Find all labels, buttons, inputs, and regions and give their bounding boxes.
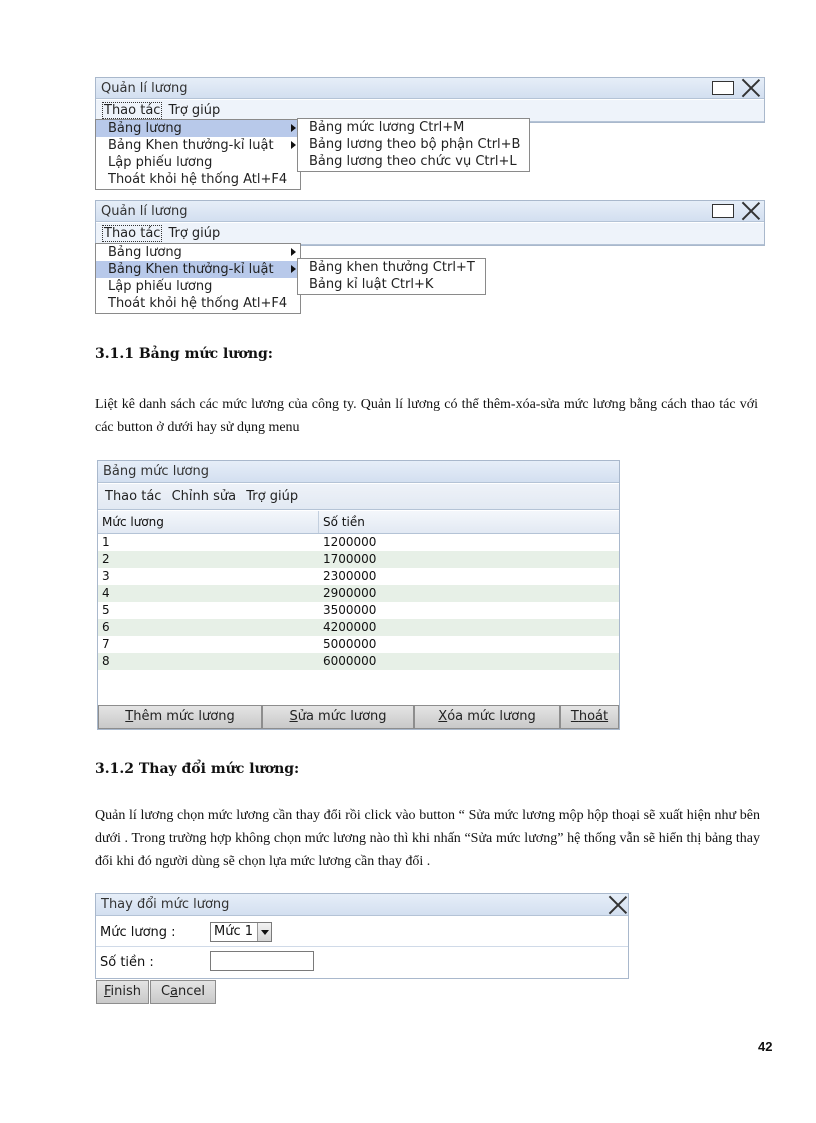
cell-tien: 1200000 <box>323 535 377 549</box>
table-row[interactable] <box>98 585 619 602</box>
menu-thao-tac[interactable]: Thao tác <box>104 226 161 241</box>
main-window-2 <box>95 200 765 246</box>
menu-thao-tac[interactable]: Thao tác <box>105 489 162 504</box>
cell-muc: 2 <box>102 552 110 566</box>
button-label: hêm mức lương <box>133 709 235 724</box>
title-bar <box>96 201 764 222</box>
mnemonic: X <box>438 709 448 724</box>
close-icon[interactable] <box>741 78 761 98</box>
menu-thao-tac[interactable]: Thao tác <box>104 103 161 118</box>
mnemonic: T <box>570 709 579 724</box>
menu-item-label: Bảng Khen thưởng-kỉ luật <box>108 262 274 277</box>
menu-item-label: Bảng lương <box>108 245 182 260</box>
table-row[interactable] <box>98 653 619 670</box>
dialog-title: Thay đổi mức lương <box>101 897 230 912</box>
table-row[interactable] <box>98 619 619 636</box>
cell-muc: 1 <box>102 535 110 549</box>
title-bar <box>98 461 619 483</box>
dropdown-menu-2 <box>95 243 301 314</box>
column-header-muc-luong[interactable]: Mức lương <box>102 515 164 529</box>
submenu-item[interactable] <box>298 136 529 153</box>
menu-item-label: Lập phiếu lương <box>108 155 213 170</box>
submenu-item[interactable] <box>298 119 529 136</box>
cell-muc: 6 <box>102 620 110 634</box>
page-number: 42 <box>758 1039 773 1054</box>
table-row[interactable] <box>98 551 619 568</box>
submenu-item-label: Bảng lương theo bộ phận Ctrl+B <box>309 137 521 152</box>
submenu-arrow-icon <box>291 265 296 273</box>
table-row[interactable] <box>98 602 619 619</box>
button-label: C <box>160 984 171 999</box>
section-paragraph-1: Liệt kê danh sách các mức lương của công ty. Quản lí lương có thể thêm-xóa-sửa mức lương bằng cách thao tác với các button ở dưới hay sử dụng menu <box>95 397 758 435</box>
button-label: inish <box>110 984 142 999</box>
menu-item-khen-thuong[interactable] <box>96 137 300 154</box>
submenu-khen-thuong <box>297 258 486 295</box>
submenu-item-label: Bảng lương theo chức vụ Ctrl+L <box>309 154 517 169</box>
menu-item-lap-phieu[interactable] <box>96 278 300 295</box>
menu-item-label: Bảng lương <box>108 121 182 136</box>
maximize-icon[interactable] <box>712 204 734 218</box>
window-title: Bảng mức lương <box>103 464 209 479</box>
cell-tien: 2900000 <box>323 586 377 600</box>
cell-muc: 5 <box>102 603 110 617</box>
submenu-bang-luong <box>297 118 530 172</box>
column-divider <box>318 511 319 533</box>
menu-item-bang-luong[interactable] <box>96 244 300 261</box>
menu-item-label: Thoát khỏi hệ thống Atl+F4 <box>108 296 288 311</box>
menu-item-thoat[interactable] <box>96 295 300 312</box>
cell-tien: 2300000 <box>323 569 377 583</box>
select-value: Mức 1 <box>214 924 254 939</box>
amount-input[interactable] <box>210 951 314 971</box>
chevron-down-icon[interactable] <box>257 923 271 941</box>
section-heading-2: 3.1.2 Thay đổi mức lương: <box>95 761 300 777</box>
section-paragraph-2: Quản lí lương chọn mức lương cần thay đổi rồi click vào button “ Sửa mức lương mộp hộp thoại sẽ xuất hiện như bên dưới . Trong trường hợp không chọn mức lương nào thì khi nhấn “Sửa mức lương” hệ thống vẫn sẽ hiển thị bảng thay đổi khi đó người dùng sẽ chọn lựa mức lương cần thay đổi . <box>95 808 760 869</box>
button-label: óa mức lương <box>447 709 536 724</box>
cancel-button[interactable] <box>150 980 216 1004</box>
mnemonic: S <box>289 709 298 724</box>
bang-muc-luong-window <box>97 460 620 730</box>
mnemonic: T <box>125 709 134 724</box>
menu-chinh-sua[interactable]: Chỉnh sửa <box>171 489 237 504</box>
submenu-item[interactable] <box>298 153 529 170</box>
mnemonic: F <box>103 984 111 999</box>
cell-tien: 3500000 <box>323 603 377 617</box>
label-so-tien: Số tiền : <box>100 955 154 970</box>
delete-salary-level-button[interactable] <box>414 705 560 729</box>
mnemonic: a <box>170 984 179 999</box>
menu-item-label: Lập phiếu lương <box>108 279 213 294</box>
menu-bar <box>98 484 619 510</box>
menu-tro-giup[interactable]: Trợ giúp <box>246 489 299 504</box>
exit-button[interactable] <box>560 705 619 729</box>
submenu-item-label: Bảng kỉ luật Ctrl+K <box>309 277 434 292</box>
cell-tien: 5000000 <box>323 637 377 651</box>
form-row-muc-luong <box>96 918 628 947</box>
window-title: Quản lí lương <box>101 204 188 219</box>
finish-button[interactable] <box>96 980 149 1004</box>
cell-muc: 8 <box>102 654 110 668</box>
menu-tro-giup[interactable]: Trợ giúp <box>168 103 221 118</box>
menu-item-label: Bảng Khen thưởng-kỉ luật <box>108 138 274 153</box>
cell-tien: 4200000 <box>323 620 377 634</box>
button-label: ncel <box>178 984 206 999</box>
title-bar <box>96 78 764 99</box>
table-header <box>98 511 619 534</box>
form-row-so-tien <box>96 947 628 975</box>
add-salary-level-button[interactable] <box>98 705 262 729</box>
menu-item-label: Thoát khỏi hệ thống Atl+F4 <box>108 172 288 187</box>
submenu-item[interactable] <box>298 259 485 276</box>
submenu-arrow-icon <box>291 141 296 149</box>
submenu-item-label: Bảng mức lương Ctrl+M <box>309 120 465 135</box>
button-label: hoát <box>578 709 609 724</box>
salary-level-select[interactable] <box>210 922 272 942</box>
submenu-arrow-icon <box>291 248 296 256</box>
table-row[interactable] <box>98 534 619 551</box>
cell-tien: 1700000 <box>323 552 377 566</box>
submenu-item[interactable] <box>298 276 485 293</box>
menu-bar <box>96 223 764 245</box>
table-row[interactable] <box>98 568 619 585</box>
submenu-arrow-icon <box>291 124 296 132</box>
menu-item-lap-phieu[interactable] <box>96 154 300 171</box>
thay-doi-muc-luong-dialog <box>95 893 629 979</box>
section-heading-1: 3.1.1 Bảng mức lương: <box>95 346 273 362</box>
edit-salary-level-button[interactable] <box>262 705 414 729</box>
menu-item-bang-luong[interactable] <box>96 120 300 137</box>
label-muc-luong: Mức lương : <box>100 925 176 940</box>
close-icon[interactable] <box>608 895 628 915</box>
cell-muc: 7 <box>102 637 110 651</box>
menu-tro-giup[interactable]: Trợ giúp <box>168 226 221 241</box>
cell-tien: 6000000 <box>323 654 377 668</box>
maximize-icon[interactable] <box>712 81 734 95</box>
menu-item-khen-thuong[interactable] <box>96 261 300 278</box>
cell-muc: 3 <box>102 569 110 583</box>
main-window-1 <box>95 77 765 123</box>
submenu-item-label: Bảng khen thưởng Ctrl+T <box>309 260 475 275</box>
button-label: ửa mức lương <box>297 709 387 724</box>
cell-muc: 4 <box>102 586 110 600</box>
window-title: Quản lí lương <box>101 81 188 96</box>
menu-item-thoat[interactable] <box>96 171 300 188</box>
close-icon[interactable] <box>741 201 761 221</box>
dropdown-menu-1 <box>95 119 301 190</box>
table-row[interactable] <box>98 636 619 653</box>
title-bar <box>96 894 628 916</box>
column-header-so-tien[interactable]: Số tiền <box>323 515 365 529</box>
